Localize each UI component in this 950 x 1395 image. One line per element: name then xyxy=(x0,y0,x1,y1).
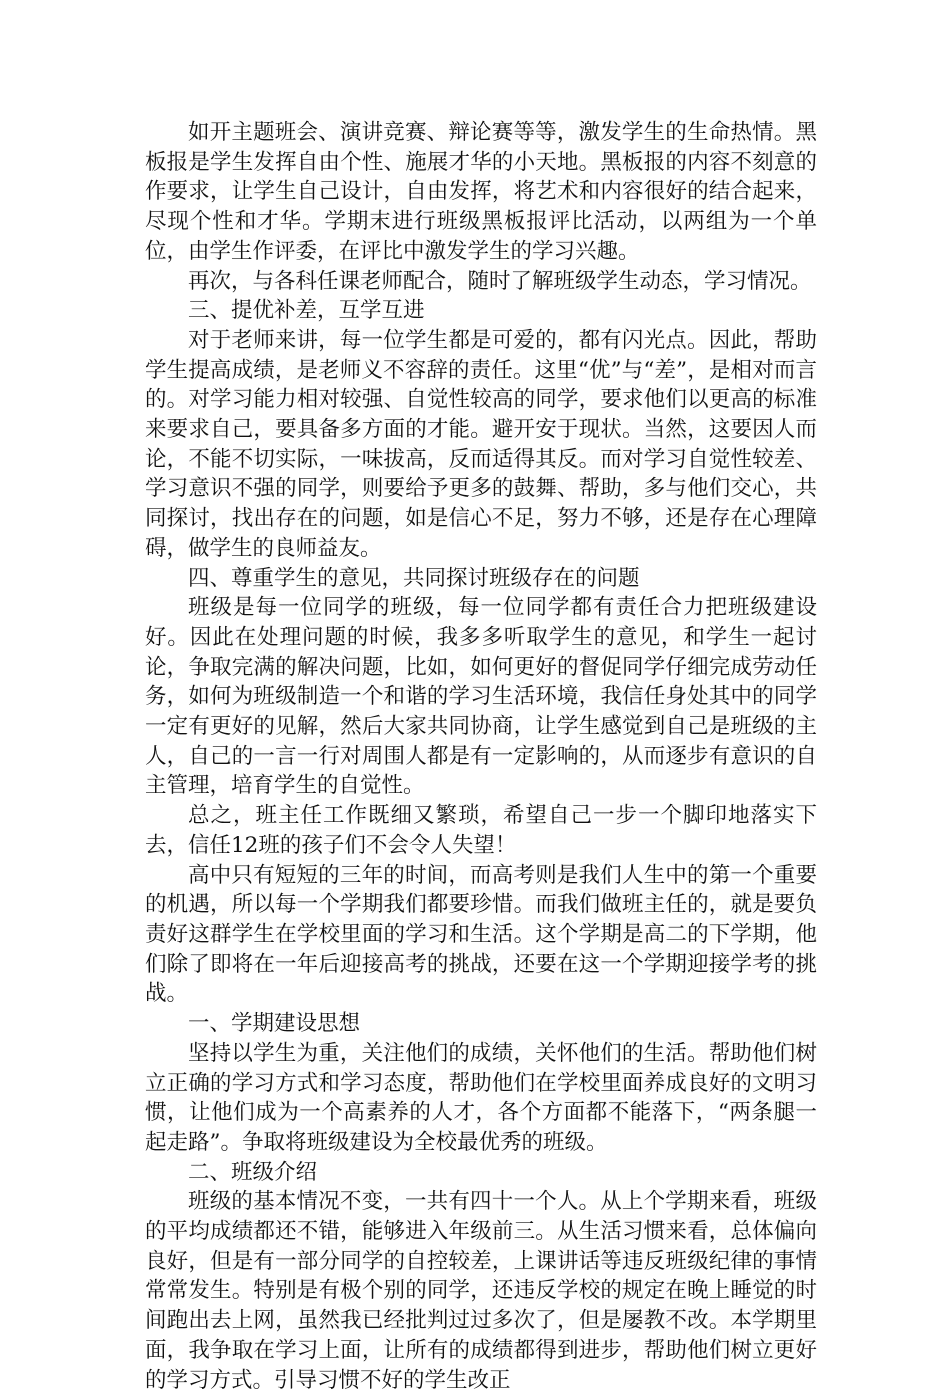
paragraph-improve-grades: 对于老师来讲，每一位学生都是可爱的，都有闪光点。因此，帮助学生提高成绩，是老师义不容辞的责任。这里“优”与“差”，是相对而言的。对学习能力相对较强、自觉性较高的同学，要求他们以更高的标准来要求自己，要具备多方面的才能。避开安于现状。当然，这要因人而论，不能不切实际，一味拔高，反而适得其反。而对学习自觉性较差、学习意识不强的同学，则要给予更多的鼓舞、帮助，多与他们交心，共同探讨，找出存在的问题，如是信心不足，努力不够，还是存在心理障碍，做学生的良师益友。 xyxy=(145,327,817,561)
document-page xyxy=(145,118,817,1395)
paragraph-class-discussion: 班级是每一位同学的班级，每一位同学都有责任合力把班级建设好。因此在处理问题的时候，我多多听取学生的意见，和学生一起讨论，争取完满的解决问题，比如，如何更好的督促同学仔细完成劳动任务，如何为班级制造一个和谐的学习生活环境，我信任身处其中的同学一定有更好的见解，然后大家共同协商，让学生感觉到自己是班级的主人，自己的一言一行对周围人都是有一定影响的，从而逐步有意识的自主管理，培育学生的自觉性。 xyxy=(145,595,817,799)
heading-section-three: 三、提优补差，互学互进 xyxy=(188,298,425,324)
paragraph-student-focus: 坚持以学生为重，关注他们的成绩，关怀他们的生活。帮助他们树立正确的学习方式和学习态度，帮助他们在学校里面养成良好的文明习惯，让他们成为一个高素养的人才，各个方面都不能落下，“两条腿一起走路”。争取将班级建设为全校最优秀的班级。 xyxy=(145,1040,817,1155)
heading-section-four: 四、尊重学生的意见，共同探讨班级存在的问题 xyxy=(188,565,640,591)
heading-class-intro: 二、班级介绍 xyxy=(188,1159,318,1185)
paragraph-class-activities: 如开主题班会、演讲竞赛、辩论赛等等，激发学生的生命热情。黑板报是学生发挥自由个性、施展才华的小天地。黑板报的内容不刻意的作要求，让学生自己设计，自由发挥，将艺术和内容很好的结合起来，尽现个性和才华。学期末进行班级黑板报评比活动，以两组为一个单位，由学生作评委，在评比中激发学生的学习兴趣。 xyxy=(145,120,817,264)
heading-semester-idea: 一、学期建设思想 xyxy=(188,1011,361,1037)
paragraph-summary: 总之，班主任工作既细又繁琐，希望自己一步一个脚印地落实下去，信任12班的孩子们不会令人失望！ xyxy=(145,803,817,858)
paragraph-class-situation: 班级的基本情况不变，一共有四十一个人。从上个学期来看，班级的平均成绩都还不错，能够进入年级前三。从生活习惯来看，总体偏向良好，但是有一部分同学的自控较差，上课讲话等违反班级纪律的事情常常发生。特别是有极个别的同学，还违反学校的规定在晚上睡觉的时间跑出去上网，虽然我已经批判过过多次了，但是屡教不改。本学期里面，我争取在学习上面，让所有的成绩都得到进步，帮助他们树立更好的学习方式。引导习惯不好的学生改正 xyxy=(145,1189,817,1393)
paragraph-cooperate-teachers: 再次，与各科任课老师配合，随时了解班级学生动态，学习情况。 xyxy=(188,268,812,294)
paragraph-high-school-intro: 高中只有短短的三年的时间，而高考则是我们人生中的第一个重要的机遇，所以每一个学期我们都要珍惜。而我们做班主任的，就是要负责好这群学生在学校里面的学习和生活。这个学期是高二的下学期，他们除了即将在一年后迎接高考的挑战，还要在这一个学期迎接学考的挑战。 xyxy=(145,862,817,1007)
